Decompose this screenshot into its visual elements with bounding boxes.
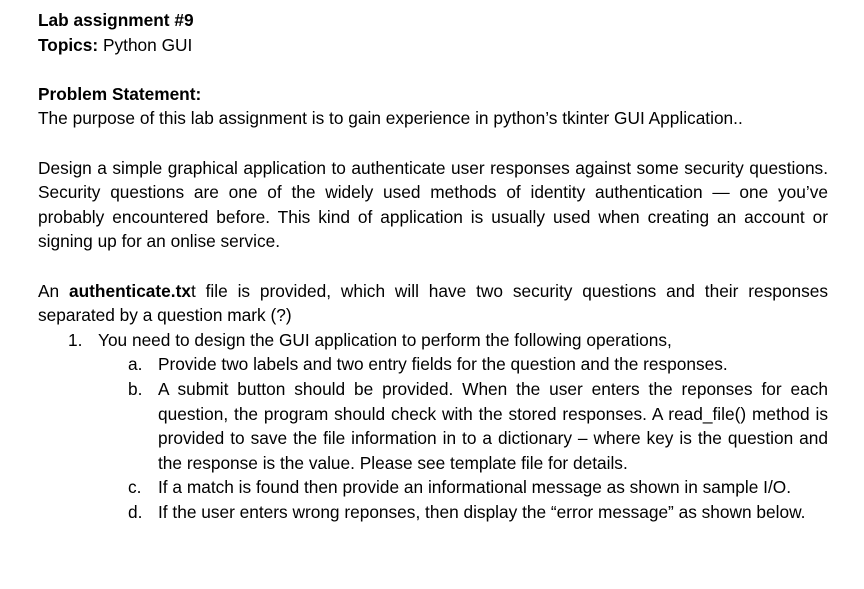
spacer bbox=[38, 254, 828, 279]
purpose-paragraph: The purpose of this lab assignment is to gain experience in python’s tkinter GUI Application.. bbox=[38, 108, 743, 129]
list-item-text: You need to design the GUI application to perform the following operations, bbox=[98, 329, 672, 350]
design-paragraph: Design a simple graphical application to authenticate user responses against some security questions. Security questions are one of the widely used methods of identity authentication — one you’ve probably encountered before. This kind of application is usually used when creating an account or signing up for an onlise service. bbox=[38, 157, 828, 252]
sub-list-item bbox=[128, 475, 828, 500]
list-item bbox=[38, 328, 828, 353]
sub-list-text: If a match is found then provide an informational message as shown in sample I/O. bbox=[158, 477, 792, 498]
list-marker: 1. bbox=[68, 329, 83, 350]
sub-list-text: If the user enters wrong reponses, then display the “error message” as shown below. bbox=[158, 501, 806, 522]
file-info-rest: t file is provided, which will have two security questions and their responses separated by a question mark (?) bbox=[38, 280, 828, 326]
sub-list-text: A submit button should be provided. When the user enters the reponses for each question, the program should check with the stored responses. A read_file() method is provided to save the file information in to a dictionary – where key is the question and the response is the value. Please see template file for details. bbox=[158, 378, 828, 473]
file-name: authenticate.tx bbox=[69, 280, 191, 301]
topics-line bbox=[38, 33, 828, 58]
document-page bbox=[38, 8, 828, 524]
file-info-paragraph bbox=[38, 279, 828, 328]
sub-list-marker: c. bbox=[128, 477, 142, 498]
file-info-prefix: An bbox=[38, 280, 69, 301]
sub-list-marker: d. bbox=[128, 501, 143, 522]
assignment-title: Lab assignment #9 bbox=[38, 10, 194, 30]
spacer bbox=[38, 57, 828, 82]
sub-list-item bbox=[128, 500, 828, 525]
spacer bbox=[38, 131, 828, 156]
topics-label: Topics: bbox=[38, 34, 99, 55]
sub-list-marker: b. bbox=[128, 378, 143, 399]
sub-list-item bbox=[128, 352, 828, 377]
sub-list-marker: a. bbox=[128, 354, 143, 375]
sub-list-item bbox=[128, 377, 828, 475]
problem-heading: Problem Statement: bbox=[38, 83, 202, 104]
sub-list bbox=[128, 352, 828, 524]
topics-value: Python GUI bbox=[98, 34, 193, 55]
sub-list-text: Provide two labels and two entry fields for the question and the responses. bbox=[158, 354, 728, 375]
